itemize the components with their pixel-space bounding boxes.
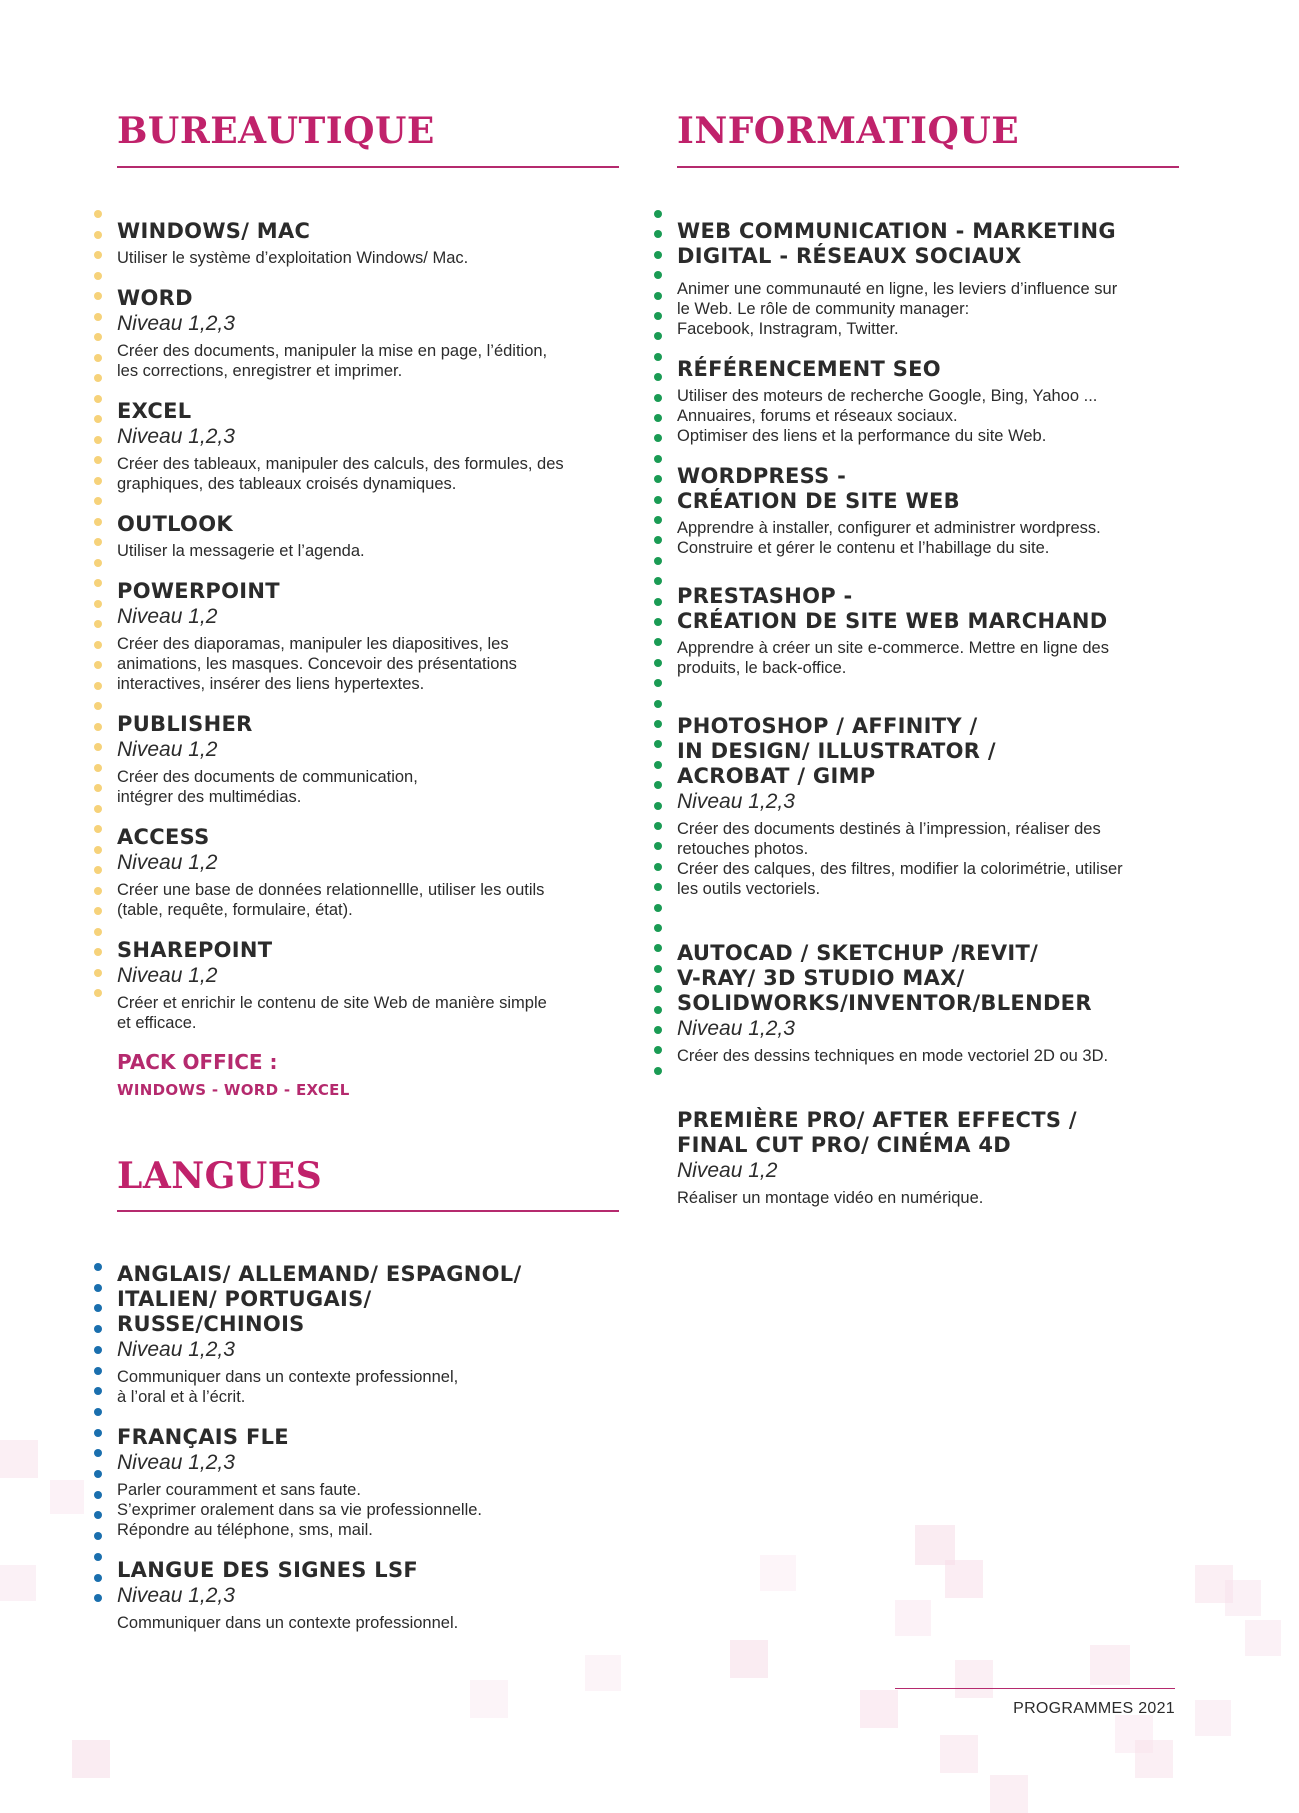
bullet-dot — [94, 538, 102, 546]
item-level: Niveau 1,2,3 — [117, 1338, 235, 1361]
bullet-dot — [654, 985, 662, 993]
item-description: Utiliser la messagerie et l’agenda. — [117, 542, 365, 560]
list-item — [677, 941, 1197, 1066]
item-title: WORDPRESS - CRÉATION DE SITE WEB — [677, 464, 960, 513]
bullet-dot — [94, 784, 102, 792]
list-item — [677, 714, 1197, 899]
item-description: Communiquer dans un contexte professionnel, à l’oral et à l’écrit. — [117, 1368, 459, 1406]
bullet-dot — [94, 579, 102, 587]
item-description: Communiquer dans un contexte professionnel. — [117, 1614, 459, 1632]
bullet-dot — [654, 883, 662, 891]
bullet-dot — [654, 1046, 662, 1054]
bullet-dot — [94, 1284, 102, 1292]
bullet-dot — [94, 1325, 102, 1333]
bullet-dot — [654, 292, 662, 300]
item-title: POWERPOINT — [117, 579, 280, 603]
bullet-dot — [654, 557, 662, 565]
bullet-dot — [654, 618, 662, 626]
item-level: Niveau 1,2 — [117, 964, 218, 987]
bullet-dot — [654, 230, 662, 238]
item-title: RÉFÉRENCEMENT SEO — [677, 357, 941, 381]
bullet-dot — [94, 231, 102, 239]
item-level: Niveau 1,2,3 — [117, 425, 235, 448]
bullet-dot — [94, 272, 102, 280]
bullet-dot — [94, 825, 102, 833]
bullet-dot — [94, 210, 102, 218]
bullet-dot — [654, 271, 662, 279]
item-description: Créer des documents de communication, intégrer des multimédias. — [117, 768, 418, 806]
bullet-dot — [654, 720, 662, 728]
informatique-list — [677, 219, 1197, 1226]
bullet-dot — [94, 702, 102, 710]
bullet-dot — [654, 761, 662, 769]
item-level: Niveau 1,2,3 — [117, 312, 235, 335]
bullet-dot — [94, 969, 102, 977]
bullet-dot — [654, 312, 662, 320]
item-description: Réaliser un montage vidéo en numérique. — [677, 1189, 984, 1207]
bullet-dot — [94, 764, 102, 772]
bullet-dot — [94, 1532, 102, 1540]
bullet-dot — [94, 907, 102, 915]
bullet-dot — [654, 434, 662, 442]
item-title: ANGLAIS/ ALLEMAND/ ESPAGNOL/ ITALIEN/ PORTUGAIS/ RUSSE/CHINOIS — [117, 1262, 522, 1336]
bullet-dot — [654, 332, 662, 340]
item-level: Niveau 1,2,3 — [117, 1584, 235, 1607]
item-level: Niveau 1,2,3 — [677, 1017, 795, 1040]
bullet-dot — [654, 598, 662, 606]
bullet-dot — [94, 1574, 102, 1582]
bullet-dot — [94, 497, 102, 505]
item-title: WINDOWS/ MAC — [117, 219, 311, 243]
bullet-dot — [94, 1346, 102, 1354]
item-title: PUBLISHER — [117, 712, 253, 736]
list-item — [677, 219, 1197, 339]
bullet-dot — [654, 822, 662, 830]
list-item — [117, 579, 637, 694]
bullet-dot — [94, 1387, 102, 1395]
bullet-dot — [654, 740, 662, 748]
item-level: Niveau 1,2 — [117, 605, 218, 628]
bullet-dot — [94, 1594, 102, 1602]
item-title: LANGUE DES SIGNES LSF — [117, 1558, 419, 1582]
bullet-dot — [654, 210, 662, 218]
section-title-informatique: INFORMATIQUE — [677, 110, 1020, 152]
section-rule — [117, 1210, 619, 1212]
bullet-dot — [654, 781, 662, 789]
section-rule — [117, 166, 619, 168]
bullet-dot — [94, 805, 102, 813]
bullet-dot — [654, 414, 662, 422]
bullet-dot — [654, 455, 662, 463]
item-title: SHAREPOINT — [117, 938, 273, 962]
bullet-dot — [94, 415, 102, 423]
bullet-dot — [654, 373, 662, 381]
bullet-dot — [654, 924, 662, 932]
item-description: Utiliser des moteurs de recherche Google, Bing, Yahoo ... Annuaires, forums et réseaux sociaux. Optimiser des liens et la performance du site Web. — [677, 387, 1098, 445]
section-title-langues: LANGUES — [117, 1155, 323, 1197]
list-item — [677, 584, 1197, 678]
list-item — [677, 464, 1197, 558]
bullet-dot — [94, 1449, 102, 1457]
item-title: EXCEL — [117, 399, 192, 423]
bullet-dot — [94, 374, 102, 382]
bullet-dot — [654, 802, 662, 810]
list-item — [117, 512, 637, 561]
bullet-dot — [94, 1304, 102, 1312]
list-item — [117, 1558, 637, 1633]
bullet-dot — [654, 536, 662, 544]
item-description: Animer une communauté en ligne, les leviers d’influence sur le Web. Le rôle de community manager: Facebook, Instragram, Twitter. — [677, 280, 1118, 338]
list-item — [117, 1262, 637, 1407]
bullet-dot — [94, 620, 102, 628]
item-description: Apprendre à installer, configurer et administrer wordpress. Construire et gérer le contenu et l’habillage du site. — [677, 519, 1101, 557]
section-title-bureautique: BUREAUTIQUE — [117, 110, 435, 152]
bullet-dot — [654, 1067, 662, 1075]
bullet-dot — [94, 846, 102, 854]
list-item — [677, 1108, 1197, 1208]
langues-list — [117, 1262, 637, 1651]
bullet-dot — [94, 1470, 102, 1478]
item-title: AUTOCAD / SKETCHUP /REVIT/ V-RAY/ 3D STUDIO MAX/ SOLIDWORKS/INVENTOR/BLENDER — [677, 941, 1092, 1015]
bullet-dot — [94, 477, 102, 485]
bullet-dot — [94, 333, 102, 341]
item-title: OUTLOOK — [117, 512, 233, 536]
item-description: Créer des documents destinés à l’impression, réaliser des retouches photos. Créer des calques, des filtres, modifier la colorimétrie, utiliser les outils vectoriels. — [677, 820, 1123, 898]
list-item — [117, 399, 637, 494]
bullet-dot — [654, 1026, 662, 1034]
bullet-dot — [94, 1553, 102, 1561]
list-item — [677, 357, 1197, 446]
bullet-dot — [94, 436, 102, 444]
bullet-dot — [94, 866, 102, 874]
footer-label: PROGRAMMES 2021 — [1013, 1700, 1175, 1717]
bullet-dot — [94, 354, 102, 362]
bullet-dot — [654, 251, 662, 259]
item-title: WORD — [117, 286, 193, 310]
item-title: PRESTASHOP - CRÉATION DE SITE WEB MARCHAND — [677, 584, 1108, 633]
item-level: Niveau 1,2,3 — [677, 790, 795, 813]
item-level: Niveau 1,2,3 — [117, 1451, 235, 1474]
bullet-dot — [94, 313, 102, 321]
bullet-dot — [654, 1006, 662, 1014]
item-description: Créer des diaporamas, manipuler les diapositives, les animations, les masques. Concevoir des présentations interactives, insérer des liens hypertextes. — [117, 635, 517, 693]
bullet-dot — [654, 394, 662, 402]
item-description: Créer des documents, manipuler la mise en page, l’édition, les corrections, enregistrer et imprimer. — [117, 342, 548, 380]
bullet-dot — [654, 638, 662, 646]
item-description: Créer et enrichir le contenu de site Web de manière simple et efficace. — [117, 994, 547, 1032]
item-description: Créer des dessins techniques en mode vectoriel 2D ou 3D. — [677, 1047, 1109, 1065]
item-description: Parler couramment et sans faute. S’exprimer oralement dans sa vie professionnelle. Répondre au téléphone, sms, mail. — [117, 1481, 483, 1539]
bullet-dot — [94, 1263, 102, 1271]
bullet-dot — [654, 944, 662, 952]
bullet-dot — [94, 1491, 102, 1499]
pack-office-subtitle: WINDOWS - WORD - EXCEL — [117, 1081, 350, 1099]
bullet-dot — [94, 641, 102, 649]
bullet-dot — [654, 659, 662, 667]
bullet-dot — [654, 863, 662, 871]
bullet-dot — [94, 559, 102, 567]
bullet-dot — [94, 1429, 102, 1437]
bullet-dot — [94, 1408, 102, 1416]
item-title: WEB COMMUNICATION - MARKETING DIGITAL - RÉSEAUX SOCIAUX — [677, 219, 1116, 268]
item-title: PHOTOSHOP / AFFINITY / IN DESIGN/ ILLUSTRATOR / ACROBAT / GIMP — [677, 714, 996, 788]
bullet-dot — [94, 1511, 102, 1519]
list-item — [117, 938, 637, 1033]
item-description: Utiliser le système d’exploitation Windows/ Mac. — [117, 249, 469, 267]
bullet-dot — [94, 292, 102, 300]
bullet-dot — [654, 496, 662, 504]
item-level: Niveau 1,2 — [677, 1159, 778, 1182]
bullet-dot — [654, 904, 662, 912]
item-title: PREMIÈRE PRO/ AFTER EFFECTS / FINAL CUT PRO/ CINÉMA 4D — [677, 1108, 1077, 1157]
bullet-dot — [654, 516, 662, 524]
bureautique-list — [117, 219, 637, 1099]
item-description: Apprendre à créer un site e-commerce. Mettre en ligne des produits, le back-office. — [677, 639, 1109, 677]
bullet-dot — [94, 1367, 102, 1375]
bullet-dot — [94, 928, 102, 936]
bullet-dot — [654, 842, 662, 850]
bullet-dot — [94, 723, 102, 731]
bullet-dot — [94, 682, 102, 690]
bullet-dot — [654, 475, 662, 483]
pack-office-title: PACK OFFICE : — [117, 1050, 278, 1074]
bullet-dot — [654, 353, 662, 361]
bullet-dot — [94, 251, 102, 259]
footer-rule — [895, 1688, 1175, 1689]
bullet-dot — [94, 456, 102, 464]
item-level: Niveau 1,2 — [117, 738, 218, 761]
bullet-dot — [94, 600, 102, 608]
bullet-dot — [94, 887, 102, 895]
bullet-dot — [94, 948, 102, 956]
bullet-dot — [654, 965, 662, 973]
bullet-dot — [94, 989, 102, 997]
bullet-dot — [654, 700, 662, 708]
bullet-dot — [654, 577, 662, 585]
bullet-dot — [94, 743, 102, 751]
item-level: Niveau 1,2 — [117, 851, 218, 874]
bullet-dot — [94, 661, 102, 669]
item-title: FRANÇAIS FLE — [117, 1425, 289, 1449]
item-title: ACCESS — [117, 825, 210, 849]
pack-office — [117, 1049, 637, 1099]
list-item — [117, 286, 637, 381]
bullet-dot — [654, 679, 662, 687]
list-item — [117, 219, 637, 268]
section-rule — [677, 166, 1179, 168]
list-item — [117, 825, 637, 920]
list-item — [117, 1425, 637, 1540]
list-item — [117, 712, 637, 807]
item-description: Créer des tableaux, manipuler des calculs, des formules, des graphiques, des tableaux croisés dynamiques. — [117, 455, 564, 493]
bullet-dot — [94, 395, 102, 403]
bullet-dot — [94, 518, 102, 526]
item-description: Créer une base de données relationnellle, utiliser les outils (table, requête, formulaire, état). — [117, 881, 545, 919]
